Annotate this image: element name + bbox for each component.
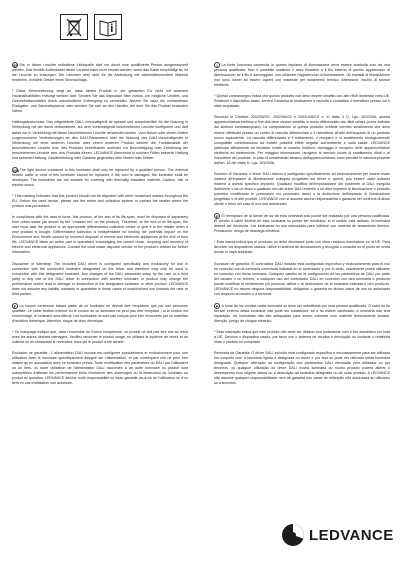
paragraph	[214, 262, 390, 297]
paragraph	[214, 62, 390, 88]
left-column	[12, 62, 188, 392]
info-book-icon	[94, 14, 122, 40]
paragraph-text: Secondo le Direttive 2002/95/CE, 2002/96/CE e 2003/108/CE e, in Italia, il D. Lgs. 151/2006, questa apparecchiatura elettrica a fine vita deve essere smaltita in modo differenziato dai rifiuti urbani (come indicato dal simbolo contrassegnato). La composizione di questo prodotto richiede corretto smaltimento che deve essere effettuato presso un centro di raccolta differenziata o il rivenditore all'atto dell'acquisto di un prodotto nuovo equivalente. La raccolta differenziata e il trattamento, il recupero e lo smaltimento ecologicamente compatibile contribuiscono ad evitare possibili effetti negativi sull'ambiente e sulla salute. LEDVANCE partecipa attivamente ad iniziative mirate al corretto riutilizzo, riciclaggio e recupero delle apparecchiature elettriche ed elettroniche. Per maggiori informazioni, rivolgersi al servizio locale di smaltimento rifiuti o al rivenditore del prodotto. In caso di smaltimento abusivo dell'apparecchiatura, sono previste le sanzioni previste dall'art. 16 del citato D. Lgs. 151/2006.	[214, 115, 390, 165]
paragraph-text: The light source contained in this luminaire shall only be replaced by a qualified person. The external flexible cable or cord of this luminaire cannot be replaced; if the cord is damaged, the luminaire shall be destroyed. The luminaires are not suitable for covering with thermally insulated material. Caution, risk of electric shock.	[12, 167, 188, 187]
paragraph-text: La fonte luminosa contenuta in questo impianto di illuminazione deve essere sostituita solo da una persona qualificata. Non è possibile sostituire il cavo flessibile o il filo esterno di questo apparecchio di illuminazione; se il filo è danneggiato, non utilizzare l'apparecchio di illuminazione. Gli impianti di illuminazione non sono idonei ad essere coperti con materiale per isolamento termico. Attenzione, rischio di scosse elettriche.	[214, 63, 390, 88]
language-marker-icon: I	[214, 62, 220, 68]
paragraph-text: * Esta marcação indica que este produto não deve ser deitado fora juntamente com o lixo doméstico em toda a UE. Devolva o dispositivo usado, por favor use o sistema de recolha e devolução ou contacte o retalhista onde o produto foi comprado.	[214, 330, 390, 345]
ledvance-logo-icon	[281, 523, 305, 547]
paragraph	[12, 330, 188, 345]
language-marker-icon: GB	[13, 167, 19, 173]
paragraph-text: * Diese Kennzeichnung zeigt an, dass dieses Produkt in der gesamten EU nicht mit anderem Haushaltsabfällen entsorgt werden darf. Senden Sie das Altprodukt bitte zurück, um mögliche Umwelt- und Gesundheitsschäden durch unkontrollierte Entsorgung zu vermeiden. Nutzen Sie dazu die vorhandenen Rückgabe- und Sammelsysteme oder wenden Sie sich an den Händler, bei dem Sie das Produkt erstanden haben.	[12, 89, 188, 114]
paragraph	[12, 215, 188, 255]
paragraph-text: A fonte de luz contida nesta luminária só deve ser substituída por uma pessoa qualificada. O cabo ou fio flexível externo desta luminária não pode ser substituído; se o fio estiver danificado, a luminária não terá reparação. As luminárias não são adequadas para serem cobertas com material termicamente isolado. Atenção, perigo de choque eléctrico.	[214, 303, 390, 323]
paragraph-text: * Esta marca indica que el producto no debe eliminarse junto con otros residuos domésticos en la UE. Para devolver los dispositivos usados, utilice el sistema de devoluciones y recogida o consulte en el punto de venta donde lo haya adquirido.	[214, 240, 390, 255]
paragraph	[12, 351, 188, 386]
paragraph	[214, 330, 390, 345]
language-marker-icon: P	[215, 303, 219, 309]
paragraph	[214, 240, 390, 255]
paragraph	[12, 62, 188, 83]
brand	[281, 523, 394, 547]
paragraph	[12, 167, 188, 188]
right-column	[214, 62, 390, 392]
paragraph	[214, 172, 390, 207]
brand-name: LEDVANCE	[309, 526, 394, 544]
paragraph	[214, 115, 390, 165]
language-marker-icon: F	[13, 303, 17, 309]
paragraph	[12, 194, 188, 209]
paragraph-text: El reemplazo de la fuente de luz de esta luminaria solo puede ser realizado por una persona cualificada. El cordón o cable flexible de esta luminaria no puede ser sustituido; si el cordón está dañado, la luminaria deberá ser destruida. Las luminarias no son adecuadas para cubrirse con material de aislamiento térmico. Precaución, riesgo de descarga eléctrica.	[214, 214, 390, 234]
paragraph	[12, 303, 188, 324]
paragraph	[214, 351, 390, 386]
paragraph-text: Exclusion de garantie : L'alimentation DALI incluse est configurée spécialement et exclusivement pour une utilisation avec le luminaire spécifiquement désigné sur l'alimentation, et par conséquent elle ne peut être utilisée qu'en association avec ce luminaire précis. Toute modification des paramètres du DALI par l'utilisateur ou un tiers, ou toute utilisation de l'alimentation DALI raccordée à un autre luminaire ou produit sont susceptibles d'affecter les performances et/ou d'entraîner des dommages ou la destruction du luminaire ou produit en question. LEDVANCE décline toute responsabilité ou toute garantie vis-à-vis de l'utilisateur ou d'un tiers en cas d'utilisation non autorisée.	[12, 351, 188, 386]
paragraph	[12, 89, 188, 114]
paragraph	[214, 94, 390, 109]
paragraph-text: * This marking indicates that this product should not be disposed with other household wastes throughout the EU. Return the used device, please use the return and collection system or contact the retailer where the product was purchased.	[12, 193, 188, 209]
language-marker-icon: E	[215, 214, 219, 220]
paragraph-text: * Questo contrassegno indica che questo prodotto non deve essere smaltito con altri rifiuti domestici nella UE. Restituire il dispositivo usato, servirsi il sistema di restituzione e raccolta o contattare il rivenditore presso cui è stato acquistato.	[214, 94, 390, 109]
paragraph-text: La source lumineuse faisant partie de ce luminaire ne devrait être remplacée que par une personne qualifiée. Le câble flexible externe ou le cordon de ce luminaire ne peut pas être remplacé ; si le cordon est endommagé, le luminaire sera détruit. Les luminaires ne sont pas conçus pour être recouverts par un matériau d'isolation thermique. Attention, risque de choc électrique.	[12, 303, 188, 323]
paragraph-text: Disclaimer of Warranty: The included DALI driver is configured specifically and exclusively for use in connection with the connected luminaire designated on the driver and therefore may only be used in connection with this designated luminaire. Any changes of the DALI parameter setup by the user or a third party or any use of the DALI driver in connection with another luminaire or product may change the performance and/or lead to damage or destruction of the designated luminaire or other product. LEDVANCE does not assume any liability, warranty or guarantee in those cases of unauthorized use towards the user or third parties.	[12, 261, 188, 296]
language-marker-icon: 35	[13, 63, 18, 68]
paragraph-text: Renúncia de Garantia: O driver DALI incluído está configurado específica e exclusivamente para ser utilizado em conjunto com a luminária ligada e designada no driver e por isso só pode ser utilizado nesta luminária designada. Qualquer alteração na configuração dos parâmetros DALI efectuada pelo utilizador ou por terceiros, ou qualquer utilização do driver DALI noutra luminária ou noutro produto poderá alterar o desempenho e/ou originar danos ou a destruição da luminária designada ou de outro produto. A LEDVANCE não assume qualquer responsabilidade nem dá garantia nos casos de utilização não autorizada ao utilizador ou a terceiros.	[214, 351, 390, 386]
paragraph-text: Esonero di Garanzia: Il driver DALI incluso è configurato specificamente ed esclusivamente per essere usato insieme all'impianto di illuminazione collegato progettato sul driver e, quindi, può essere usato soltanto insieme a questo specifico impianto. Qualsiasi modifica dell'impostazione dei parametri di DALI eseguita dall'utente o da un terzo o qualsiasi uso del driver DALI insieme a un altro impianto di illuminazione o prodotto potrebbe modificarne le prestazioni e/o provocare danni o la distruzione dell'impianto di illuminazione progettato o di altri prodotti. LEDVANCE non si assume alcuna responsabilità o garanzia nei confronti di alcun utente o terzo nel caso di uso non autorizzato.	[214, 171, 390, 207]
header-icons	[60, 14, 122, 40]
paragraph-text: Haftungsausschluss: Das mitgelieferte DALI-Vorschaltgerät ist speziell und ausschließlich für die Nutzung in Verbindung mit der damit verbundenen, auf dem Vorschaltgerät beschriebenen Leuchte konfiguriert und darf daher nur in Verbindung mit dieser beschriebenen Leuchte verwendet werden. Vom Nutzer oder einem Dritten vorgenommene Veränderungen an den DALI-Parametern oder die Nutzung des DALI-Vorschaltgeräts in Verbindung mit einer anderen Leuchte oder einem anderen Produkt können die Funktionalität der beschriebenen Leuchte bzw. des Produkts beeinflussen und/oder zur Beschädigung oder Zerstörung der beschriebenen Leuchte bzw. des Produkts führen. LEDVANCE übernimmt in solchen Fällen keinerlei Haftung und keinerlei Haftung. Gewährleistung oder Garantie gegenüber dem Nutzer oder Dritten.	[12, 120, 188, 160]
paragraph	[12, 120, 188, 160]
paragraph-text: Exclusión de garantía: El controlador DALI incluido está configurado específica y exclusivamente para el uso en conexión con la luminaria conectada indicada en el controlador y, por lo tanto, únicamente podrá utilizarse en conexión con dicha luminaria. Cualquier cambio en la configuración de los parámetros de DALI por parte del usuario o un tercero, o cualquier uso del controlador DALI en conexión con otra luminaria o producto puede modificar el rendimiento y/o provocar daños o la destrucción de la luminaria indicada u otro producto. LEDVANCE no asume ninguna responsabilidad, obligación o garantía en dichos casos de uso no autorizado con respecto al usuario o a terceros.	[214, 261, 390, 296]
paragraph-text: * Ce marquage indique que, dans l'ensemble de l'Union européenne, ce produit ne doit pas être mis au rebut avec les autres déchets ménagers. Veuillez retourner le produit usagé, en utilisant le système de retour et de collecte ou en contactant le revendeur chez qui le produit a été acheté.	[12, 330, 188, 345]
paragraph	[214, 303, 390, 324]
paragraph	[12, 262, 188, 297]
paragraph	[214, 213, 390, 234]
paragraph-text: Die in dieser Leuchte enthaltene Lichtquelle darf nur durch eine qualifizierte Person ausgewechselt werden. Das flexible Außenkabel dieser Leuchte kann nicht ersetzt werden; wenn das Kabel beschädigt ist, ist die Leuchte zu entsorgen. Die Leuchten sind nicht für die Abdeckung mit wärmedämmendem Material bestimmt. Vorsicht! Gefahr eines Stromschlags.	[12, 63, 188, 83]
crossed-out-wheelie-bin-icon	[60, 14, 88, 40]
paragraph-text: In compliance with the laws in force, this product, at the end of its life-span, must be disposed of separately from urban waste (as shown by the "crossed bin" on the product). Therefore, at the end of its life-span, the user must take the product to an appropriate differentiated collection centre or give it to the retailer when a new product is bought. Differentiated collection is indispensable for limiting the potential impact on the Environment and Health caused by incorrect disposal of electric and electronic appliances at the end of their life. LEDVANCE takes an active part in operations encouraging the correct reuse, recycling and recovery of electric and electronic appliances. Contact the local waste disposal service or the product's retailer for further information.	[12, 215, 188, 255]
